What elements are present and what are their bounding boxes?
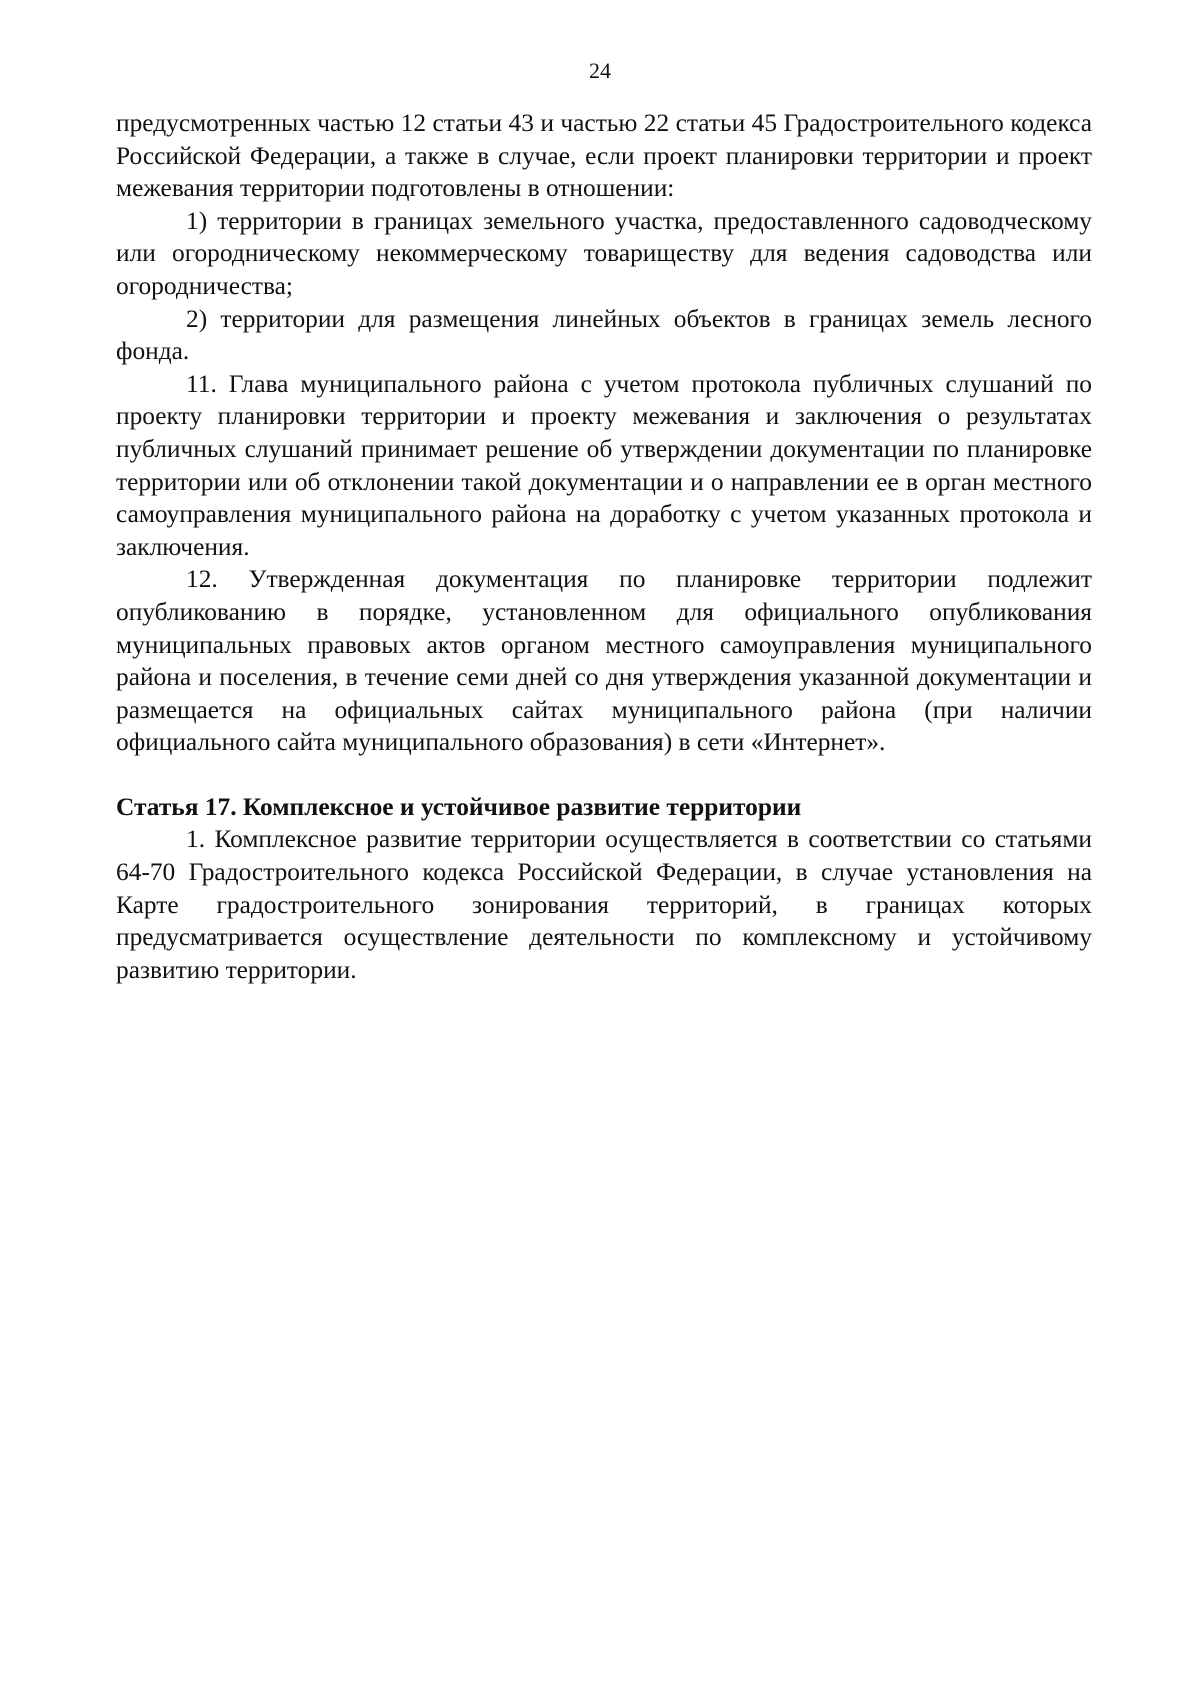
paragraph-continuation: предусмотренных частью 12 статьи 43 и частью 22 статьи 45 Градостроительного кодекса Российской Федерации, а также в случае, если проект планировки территории и проект межевания территории подготовлены в отношении: bbox=[116, 109, 1092, 203]
article-heading: Статья 17. Комплексное и устойчивое развитие территории bbox=[116, 792, 802, 821]
list-item-1: 1) территории в границах земельного участка, предоставленного садоводческому или огородническому некоммерческому товариществу для ведения садоводства или огородничества; bbox=[116, 206, 1092, 300]
document-body bbox=[116, 107, 1092, 986]
list-item-2: 2) территории для размещения линейных объектов в границах земель лесного фонда. bbox=[116, 304, 1092, 366]
paragraph-12: 12. Утвержденная документация по планировке территории подлежит опубликованию в порядке, установленном для официального опубликования муниципальных правовых актов органом местного самоуправления муниципального района и поселения, в течение семи дней со дня утверждения указанной документации и размещается на официальных сайтах муниципального района (при наличии официального сайта муниципального образования) в сети «Интернет». bbox=[116, 565, 1092, 757]
paragraph-11: 11. Глава муниципального района с учетом протокола публичных слушаний по проекту планировки территории и проекту межевания и заключения о результатах публичных слушаний принимает решение об утверждении документации по планировке территории или об отклонении такой документации и о направлении ее в орган местного самоуправления муниципального района на доработку с учетом указанных протокола и заключения. bbox=[116, 369, 1092, 561]
page-number: 24 bbox=[589, 58, 611, 83]
article-paragraph-1: 1. Комплексное развитие территории осуществляется в соответствии со статьями 64-70 Градостроительного кодекса Российской Федерации, в случае установления на Карте градостроительного зонирования территорий, в границах которых предусматривается осуществление деятельности по комплексному и устойчивому развитию территории. bbox=[116, 825, 1092, 984]
